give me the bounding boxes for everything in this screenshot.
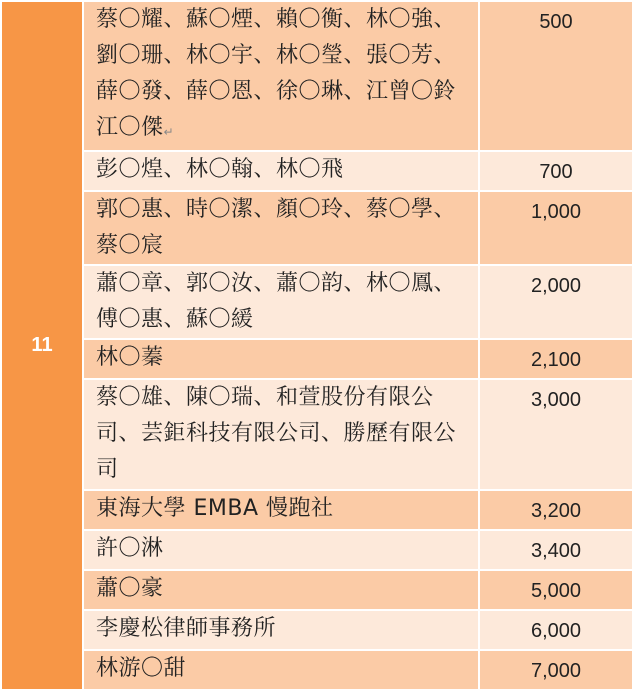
group-number: 11 (31, 334, 53, 356)
amount-cell (479, 151, 632, 191)
amount: 3,000 (530, 389, 582, 411)
donor-names: 東海大學 EMBA 慢跑社 (96, 496, 334, 521)
donor-names: 許〇淋 (96, 536, 164, 561)
table-row (1, 339, 632, 379)
amount-cell (479, 570, 632, 610)
donor-names-cell (83, 650, 479, 690)
table-row (1, 1, 632, 151)
amount-cell (479, 1, 632, 151)
amount-cell (479, 339, 632, 379)
donor-names-cell (83, 151, 479, 191)
table-row (1, 570, 632, 610)
amount-cell (479, 379, 632, 490)
donor-names: 林游〇甜 (96, 656, 187, 681)
donor-names-cell (83, 339, 479, 379)
amount: 6,000 (530, 620, 582, 642)
table-row (1, 530, 632, 570)
donor-names: 蕭〇豪 (96, 576, 164, 601)
amount: 3,400 (530, 540, 582, 562)
amount-cell (479, 191, 632, 265)
amount-cell (479, 530, 632, 570)
donor-names-cell (83, 530, 479, 570)
donor-names: 蕭〇章、郭〇汝、蕭〇韵、林〇鳳、傅〇惠、蘇〇緩 (96, 271, 457, 332)
amount: 2,000 (530, 275, 582, 297)
amount-cell (479, 650, 632, 690)
donor-names-cell (83, 379, 479, 490)
table-row (1, 151, 632, 191)
donor-names-cell (83, 1, 479, 151)
amount: 1,000 (530, 201, 582, 223)
donor-names-cell (83, 265, 479, 339)
amount-cell (479, 610, 632, 650)
donor-names: 林〇蓁 (96, 345, 164, 370)
donor-names: 李慶松律師事務所 (96, 616, 277, 641)
table-row (1, 650, 632, 690)
amount: 7,000 (530, 660, 582, 682)
amount: 2,100 (530, 349, 582, 371)
table-row (1, 191, 632, 265)
amount: 3,200 (530, 500, 582, 522)
table-row (1, 379, 632, 490)
paragraph-mark-icon: ↵ (163, 125, 175, 139)
donor-names-cell (83, 191, 479, 265)
donor-names: 蔡〇耀、蘇〇煙、賴〇衡、林〇強、劉〇珊、林〇宇、林〇瑩、張〇芳、薛〇發、薛〇恩、徐〇琳、江曾〇鈴江〇傑 (96, 7, 457, 140)
amount-cell (479, 490, 632, 530)
group-number-cell (1, 1, 83, 690)
donor-names-cell (83, 490, 479, 530)
table-row (1, 610, 632, 650)
amount: 700 (539, 161, 573, 183)
table-row (1, 265, 632, 339)
amount: 500 (539, 11, 573, 33)
donor-names: 郭〇惠、時〇潔、顏〇玲、蔡〇學、蔡〇宸 (96, 197, 457, 258)
donor-names-cell (83, 570, 479, 610)
table-row (1, 490, 632, 530)
donor-names-cell (83, 610, 479, 650)
amount-cell (479, 265, 632, 339)
donor-names: 蔡〇雄、陳〇瑞、和萱股份有限公司、芸鉅科技有限公司、勝歷有限公司 (96, 385, 457, 482)
donor-names: 彭〇煌、林〇翰、林〇飛 (96, 157, 344, 182)
amount: 5,000 (530, 580, 582, 602)
